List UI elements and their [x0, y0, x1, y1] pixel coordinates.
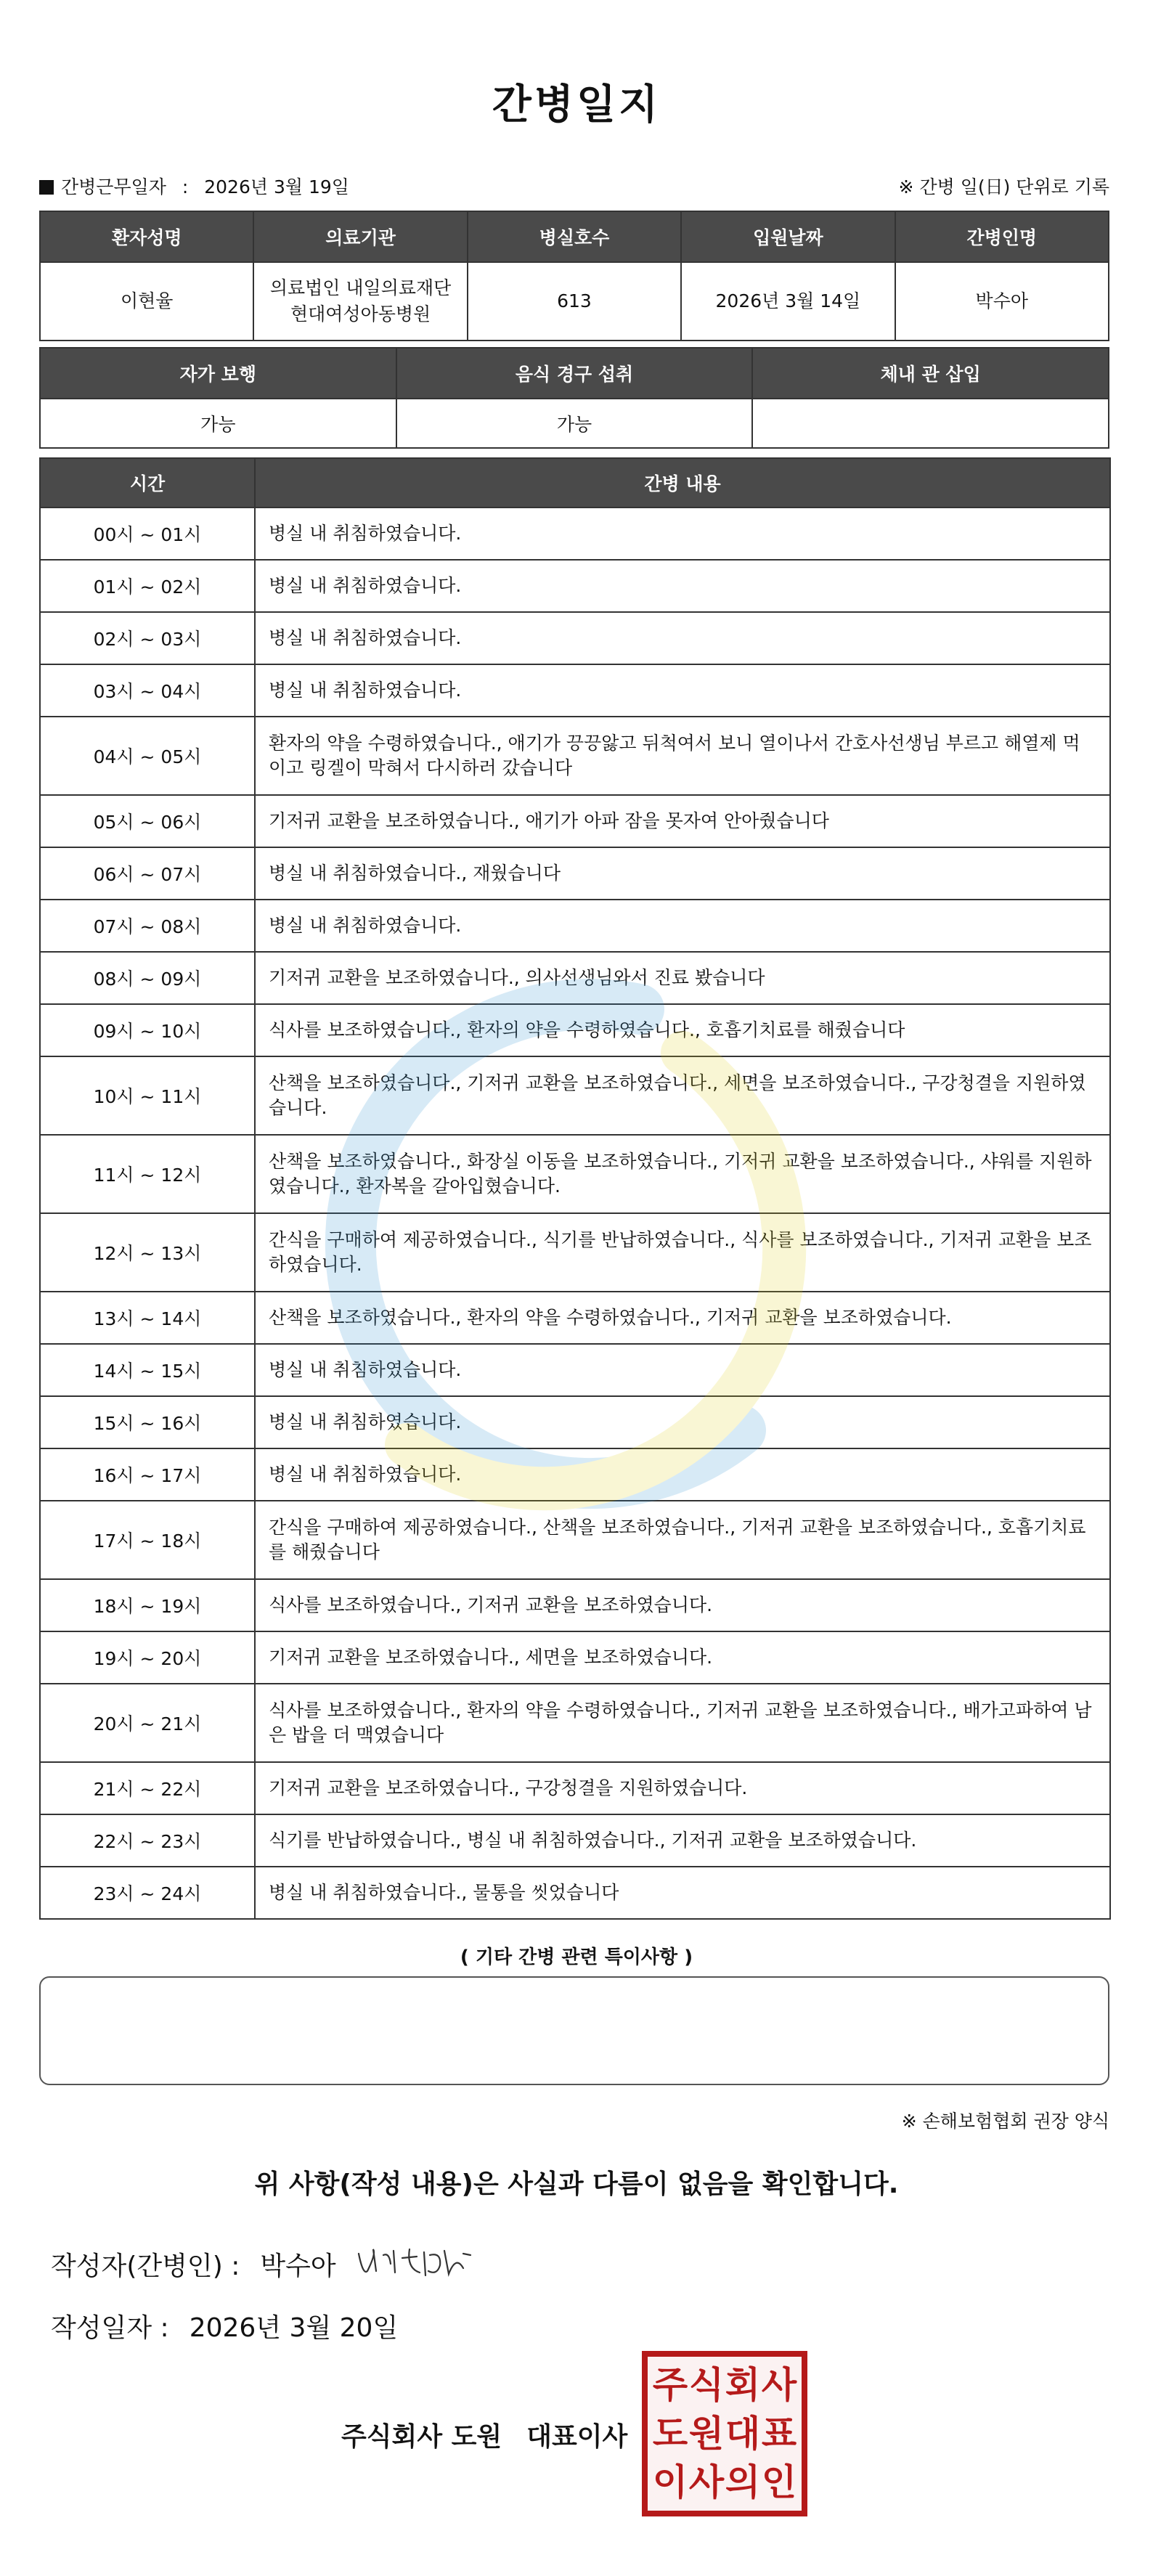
table-row	[40, 1213, 1110, 1292]
log-content: 식사를 보조하였습니다., 환자의 약을 수령하였습니다., 호흡기치료를 해줬습니다	[255, 1004, 1110, 1056]
company-seal-icon	[642, 2351, 807, 2516]
seal-char: 사	[761, 2363, 797, 2407]
log-content: 병실 내 취침하였습니다.	[255, 1344, 1110, 1396]
table-row	[40, 717, 1110, 795]
representative: 대표이사	[526, 2422, 628, 2452]
log-content: 간식을 구매하여 제공하였습니다., 식기를 반납하였습니다., 식사를 보조하였습니다., 기저귀 교환을 보조하였습니다.	[255, 1213, 1110, 1292]
table-row	[40, 1867, 1110, 1919]
table-row	[40, 1448, 1110, 1501]
log-content: 식기를 반납하였습니다., 병실 내 취침하였습니다., 기저귀 교환을 보조하였습니다.	[255, 1814, 1110, 1867]
table-row	[40, 664, 1110, 717]
log-time: 20시 ~ 21시	[40, 1684, 255, 1762]
seal-char: 대	[725, 2411, 761, 2455]
header-caregiver-name: 간병인명	[895, 211, 1109, 262]
confirm-statement: 위 사항(작성 내용)은 사실과 다름이 없음을 확인합니다.	[254, 2169, 899, 2199]
log-time: 06시 ~ 07시	[40, 847, 255, 900]
log-time: 08시 ~ 09시	[40, 952, 255, 1004]
special-notes-box	[39, 1976, 1109, 2085]
room-number: 613	[468, 262, 681, 341]
seal-char: 사	[688, 2460, 725, 2503]
writer-line	[51, 2246, 336, 2283]
log-content: 환자의 약을 수령하였습니다., 애기가 끙끙앓고 뒤척여서 보니 열이나서 간호사선생님 부르고 해열제 먹이고 링겔이 막혀서 다시하러 갔습니다	[255, 717, 1110, 795]
log-time: 09시 ~ 10시	[40, 1004, 255, 1056]
log-content: 병실 내 취침하였습니다.	[255, 900, 1110, 952]
log-time: 14시 ~ 15시	[40, 1344, 255, 1396]
seal-char: 이	[652, 2460, 688, 2503]
seal-char: 원	[688, 2411, 725, 2455]
log-content: 산책을 보조하였습니다., 화장실 이동을 보조하였습니다., 기저귀 교환을 보조하였습니다., 샤워를 지원하였습니다., 환자복을 갈아입혔습니다.	[255, 1135, 1110, 1213]
log-time: 15시 ~ 16시	[40, 1396, 255, 1448]
write-date-line	[51, 2307, 398, 2344]
log-time: 18시 ~ 19시	[40, 1579, 255, 1631]
table-row	[40, 1344, 1110, 1396]
header-tube: 체내 관 삽입	[752, 348, 1109, 399]
work-date-sep: :	[182, 176, 189, 197]
log-content: 산책을 보조하였습니다., 기저귀 교환을 보조하였습니다., 세면을 보조하였습니다., 구강청결을 지원하였습니다.	[255, 1056, 1110, 1135]
table-row	[40, 952, 1110, 1004]
seal-char: 회	[725, 2363, 761, 2407]
table-row	[40, 612, 1110, 664]
log-content: 간식을 구매하여 제공하였습니다., 산책을 보조하였습니다., 기저귀 교환을 보조하였습니다., 호흡기치료를 해줬습니다	[255, 1501, 1110, 1579]
table-row	[40, 1762, 1110, 1814]
oral-intake-value: 가능	[396, 399, 753, 448]
signature-icon	[354, 2239, 478, 2284]
square-bullet-icon	[39, 180, 54, 195]
seal-char: 주	[652, 2363, 688, 2407]
writer-label: 작성자(간병인) :	[51, 2251, 240, 2281]
table-row	[40, 1814, 1110, 1867]
header-oral-intake: 음식 경구 섭취	[396, 348, 753, 399]
work-date	[39, 173, 349, 199]
log-content: 병실 내 취침하였습니다.	[255, 508, 1110, 560]
table-row	[40, 847, 1110, 900]
log-time: 17시 ~ 18시	[40, 1501, 255, 1579]
log-content: 병실 내 취침하였습니다., 재웠습니다	[255, 847, 1110, 900]
log-content: 병실 내 취침하였습니다.	[255, 1448, 1110, 1501]
log-content: 기저귀 교환을 보조하였습니다., 애기가 아파 잠을 못자여 안아줬습니다	[255, 795, 1110, 847]
special-notes-title: ( 기타 간병 관련 특이사항 )	[460, 1947, 693, 1968]
header-patient-name: 환자성명	[40, 211, 253, 262]
tube-value	[752, 399, 1109, 448]
table-row	[40, 1135, 1110, 1213]
table-row	[40, 795, 1110, 847]
write-date-value: 2026년 3월 20일	[189, 2313, 399, 2343]
header-walking: 자가 보행	[40, 348, 396, 399]
log-content: 병실 내 취침하였습니다.	[255, 560, 1110, 612]
work-date-label: 간병근무일자	[61, 176, 166, 197]
header-time: 시간	[40, 458, 255, 508]
writer-name: 박수아	[260, 2251, 336, 2281]
table-row	[40, 1292, 1110, 1344]
log-content: 산책을 보조하였습니다., 환자의 약을 수령하였습니다., 기저귀 교환을 보조하였습니다.	[255, 1292, 1110, 1344]
company-name: 주식회사 도원	[341, 2422, 502, 2452]
log-time: 13시 ~ 14시	[40, 1292, 255, 1344]
meta-row	[39, 173, 1109, 202]
log-content: 병실 내 취침하였습니다.	[255, 612, 1110, 664]
log-time: 19시 ~ 20시	[40, 1631, 255, 1684]
seal-char: 도	[652, 2411, 688, 2455]
log-time: 05시 ~ 06시	[40, 795, 255, 847]
log-time: 21시 ~ 22시	[40, 1762, 255, 1814]
log-content: 병실 내 취침하였습니다.	[255, 664, 1110, 717]
table-row	[40, 1631, 1110, 1684]
log-time: 07시 ~ 08시	[40, 900, 255, 952]
table-row	[40, 1396, 1110, 1448]
header-admission-date: 입원날짜	[681, 211, 895, 262]
company-line	[341, 2416, 627, 2453]
patient-name: 이현율	[40, 262, 253, 341]
patient-info-table	[39, 211, 1109, 341]
seal-char: 의	[725, 2460, 761, 2503]
walking-value: 가능	[40, 399, 396, 448]
log-time: 00시 ~ 01시	[40, 508, 255, 560]
table-row	[40, 1501, 1110, 1579]
table-row	[40, 560, 1110, 612]
log-time: 22시 ~ 23시	[40, 1814, 255, 1867]
header-institution: 의료기관	[253, 211, 467, 262]
log-time: 02시 ~ 03시	[40, 612, 255, 664]
log-time: 12시 ~ 13시	[40, 1213, 255, 1292]
write-date-label: 작성일자 :	[51, 2313, 169, 2343]
record-note: ※ 간병 일(日) 단위로 기록	[898, 176, 1109, 197]
caregiver-name: 박수아	[895, 262, 1109, 341]
log-content: 기저귀 교환을 보조하였습니다., 구강청결을 지원하였습니다.	[255, 1762, 1110, 1814]
institution	[253, 262, 467, 341]
document-title: 간병일지	[492, 81, 661, 129]
log-content: 식사를 보조하였습니다., 환자의 약을 수령하였습니다., 기저귀 교환을 보조하였습니다., 배가고파하여 남은 밥을 더 맥였습니다	[255, 1684, 1110, 1762]
seal-char: 표	[761, 2411, 797, 2455]
care-log-table	[39, 457, 1111, 1920]
institution-line2: 현대여성아동병원	[290, 303, 431, 325]
log-time: 01시 ~ 02시	[40, 560, 255, 612]
header-care-content: 간병 내용	[255, 458, 1110, 508]
work-date-value: 2026년 3월 19일	[204, 176, 349, 197]
log-time: 16시 ~ 17시	[40, 1448, 255, 1501]
log-content: 병실 내 취침하였습니다., 물통을 씻었습니다	[255, 1867, 1110, 1919]
table-row	[40, 1056, 1110, 1135]
log-time: 04시 ~ 05시	[40, 717, 255, 795]
log-content: 기저귀 교환을 보조하였습니다., 의사선생님와서 진료 봤습니다	[255, 952, 1110, 1004]
log-time: 11시 ~ 12시	[40, 1135, 255, 1213]
seal-char: 식	[688, 2363, 725, 2407]
log-time: 03시 ~ 04시	[40, 664, 255, 717]
header-room: 병실호수	[468, 211, 681, 262]
log-content: 식사를 보조하였습니다., 기저귀 교환을 보조하였습니다.	[255, 1579, 1110, 1631]
admission-date: 2026년 3월 14일	[681, 262, 895, 341]
seal-char: 인	[761, 2460, 797, 2503]
form-note: ※ 손해보험협회 권장 양식	[901, 2111, 1109, 2132]
care-log-body	[40, 508, 1110, 1919]
log-content: 기저귀 교환을 보조하였습니다., 세면을 보조하였습니다.	[255, 1631, 1110, 1684]
table-row	[40, 1579, 1110, 1631]
log-time: 10시 ~ 11시	[40, 1056, 255, 1135]
patient-status-table	[39, 347, 1109, 449]
institution-line1: 의료법인 내일의료재단	[269, 277, 452, 298]
log-time: 23시 ~ 24시	[40, 1867, 255, 1919]
log-content: 병실 내 취침하였습니다.	[255, 1396, 1110, 1448]
table-row	[40, 900, 1110, 952]
table-row	[40, 508, 1110, 560]
table-row	[40, 1684, 1110, 1762]
table-row	[40, 1004, 1110, 1056]
